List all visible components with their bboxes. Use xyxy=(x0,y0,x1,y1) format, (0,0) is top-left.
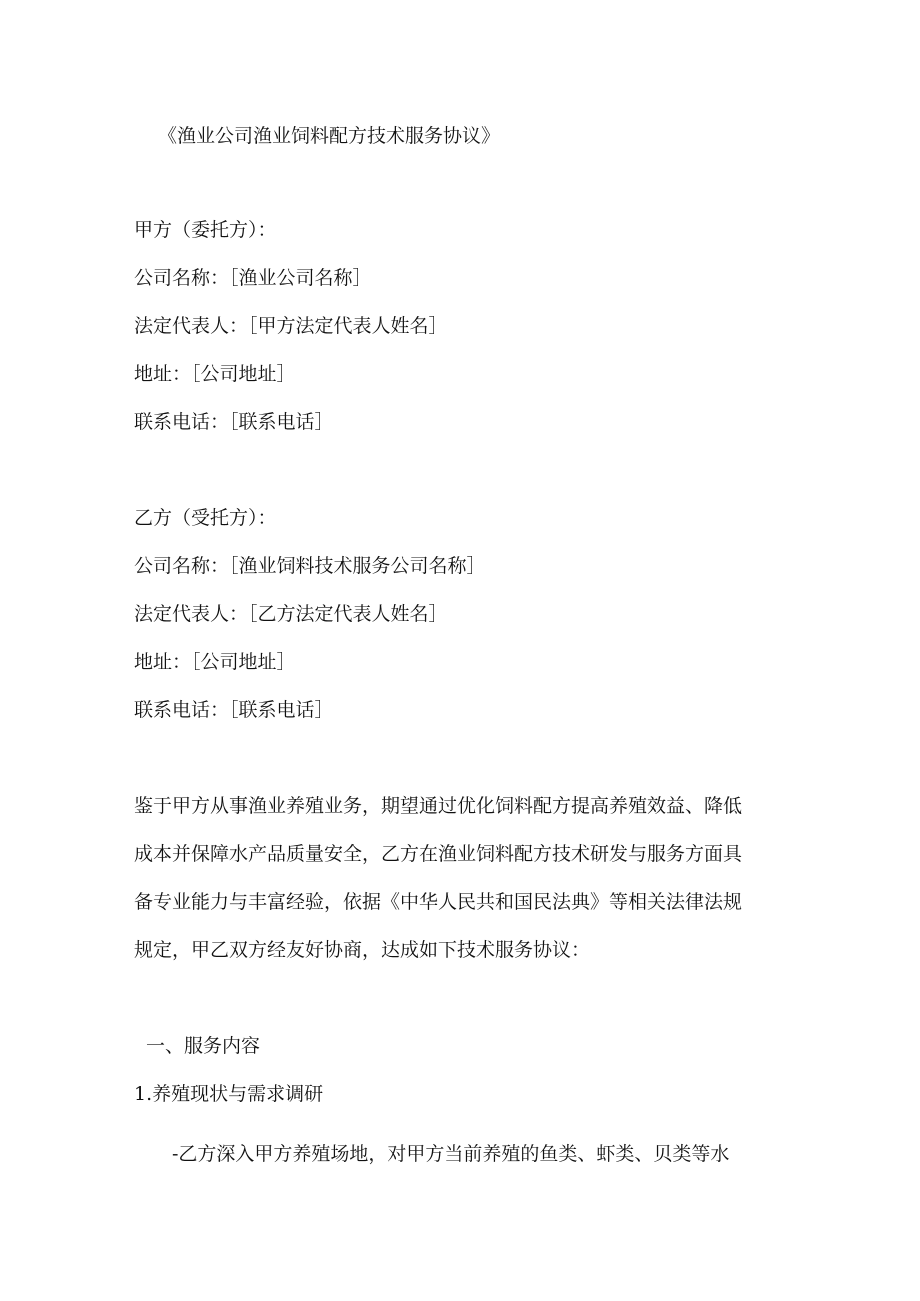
party-a-company: 公司名称：［渔业公司名称］ xyxy=(134,267,372,289)
party-b-heading: 乙方（受托方）： xyxy=(134,507,277,529)
bullet-text: -乙方深入甲方养殖场地，对甲方当前养殖的鱼类、虾类、贝类等水 xyxy=(172,1143,730,1165)
party-a-heading: 甲方（委托方）： xyxy=(134,219,277,241)
item-title: 1.养殖现状与需求调研 xyxy=(134,1083,324,1105)
document-title: 《渔业公司渔业饲料配方技术服务协议》 xyxy=(158,125,501,147)
party-b-representative: 法定代表人：［乙方法定代表人姓名］ xyxy=(134,603,448,625)
preamble-line: 规定，甲乙双方经友好协商，达成如下技术服务协议： xyxy=(134,939,591,961)
party-a-address: 地址：［公司地址］ xyxy=(134,363,296,385)
party-a-phone: 联系电话：［联系电话］ xyxy=(134,411,334,433)
preamble-line: 鉴于甲方从事渔业养殖业务，期望通过优化饲料配方提高养殖效益、降低 xyxy=(134,795,743,817)
preamble-line: 备专业能力与丰富经验，依据《中华人民共和国民法典》等相关法律法规 xyxy=(134,891,743,913)
party-b-company: 公司名称：［渔业饲料技术服务公司名称］ xyxy=(134,555,486,577)
preamble-line: 成本并保障水产品质量安全，乙方在渔业饲料配方技术研发与服务方面具 xyxy=(134,843,743,865)
party-b-phone: 联系电话：［联系电话］ xyxy=(134,699,334,721)
party-a-representative: 法定代表人：［甲方法定代表人姓名］ xyxy=(134,315,448,337)
section-heading: 一、服务内容 xyxy=(146,1035,261,1057)
party-b-address: 地址：［公司地址］ xyxy=(134,651,296,673)
